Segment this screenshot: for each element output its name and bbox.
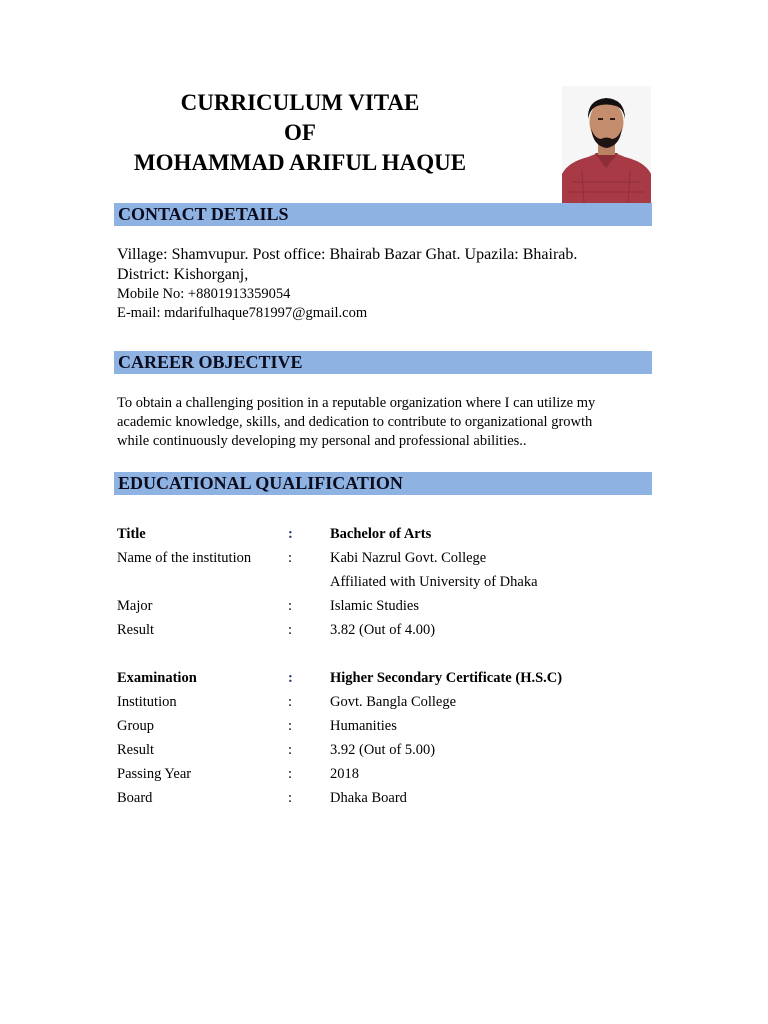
education-row-title — [117, 522, 657, 546]
contact-details — [117, 245, 647, 323]
profile-photo-image — [562, 86, 651, 203]
education-row-institution — [117, 690, 657, 714]
row-label: Institution — [117, 694, 177, 710]
education-row-result — [117, 618, 657, 642]
row-separator: : — [288, 766, 293, 782]
career-objective-text — [117, 394, 647, 451]
row-label: Passing Year — [117, 766, 192, 782]
objective-line-3: while continuously developing my personal and professional abilities.. — [117, 433, 527, 449]
education-row-passing-year — [117, 762, 657, 786]
email-address: E-mail: mdarifulhaque781997@gmail.com — [117, 305, 368, 321]
row-label: Result — [117, 622, 155, 638]
education-row-examination — [117, 666, 657, 690]
row-label: Board — [117, 790, 153, 806]
education-hsc-table — [117, 666, 657, 810]
mobile-number: Mobile No: +8801913359054 — [117, 286, 291, 302]
row-label: Title — [117, 526, 146, 542]
education-bachelor-table — [117, 522, 657, 642]
education-row-result — [117, 738, 657, 762]
row-separator: : — [288, 718, 293, 734]
education-row-affiliation — [117, 570, 657, 594]
cv-title-line2: OF — [284, 120, 316, 145]
row-value: Humanities — [330, 718, 397, 734]
row-value: 2018 — [330, 766, 359, 782]
row-label: Major — [117, 598, 153, 614]
objective-line-1: To obtain a challenging position in a reputable organization where I can utilize my — [117, 395, 596, 411]
row-separator: : — [288, 550, 293, 566]
row-separator: : — [288, 598, 293, 614]
education-row-institution — [117, 546, 657, 570]
profile-photo — [562, 86, 651, 203]
row-value: 3.92 (Out of 5.00) — [330, 742, 436, 758]
cv-title-name: MOHAMMAD ARIFUL HAQUE — [133, 150, 467, 175]
row-value: Islamic Studies — [330, 598, 420, 614]
row-value: Govt. Bangla College — [330, 694, 457, 710]
row-separator: : — [288, 622, 293, 638]
row-label: Name of the institution — [117, 550, 252, 566]
row-separator: : — [288, 694, 293, 710]
row-value: Kabi Nazrul Govt. College — [330, 550, 487, 566]
row-label: Examination — [117, 670, 197, 686]
row-value: Dhaka Board — [330, 790, 407, 806]
cv-title — [110, 88, 490, 178]
row-separator: : — [288, 670, 293, 686]
row-label: Group — [117, 718, 155, 734]
section-header-education: EDUCATIONAL QUALIFICATION — [114, 472, 652, 495]
row-separator: : — [288, 526, 293, 542]
row-value: Affiliated with University of Dhaka — [330, 574, 538, 590]
row-value: Bachelor of Arts — [330, 526, 432, 542]
row-label: Result — [117, 742, 155, 758]
row-separator: : — [288, 742, 293, 758]
address-line-1: Village: Shamvupur. Post office: Bhairab Bazar Ghat. Upazila: Bhairab. — [117, 246, 578, 263]
education-row-major — [117, 594, 657, 618]
education-row-group — [117, 714, 657, 738]
row-separator: : — [288, 790, 293, 806]
education-row-board — [117, 786, 657, 810]
cv-title-line1: CURRICULUM VITAE — [180, 90, 420, 115]
objective-line-2: academic knowledge, skills, and dedication to contribute to organizational growth — [117, 414, 593, 430]
row-value: 3.82 (Out of 4.00) — [330, 622, 436, 638]
section-header-contact: CONTACT DETAILS — [114, 203, 652, 226]
section-header-objective: CAREER OBJECTIVE — [114, 351, 652, 374]
row-value: Higher Secondary Certificate (H.S.C) — [330, 670, 563, 686]
address-line-2: District: Kishorganj, — [117, 266, 249, 283]
